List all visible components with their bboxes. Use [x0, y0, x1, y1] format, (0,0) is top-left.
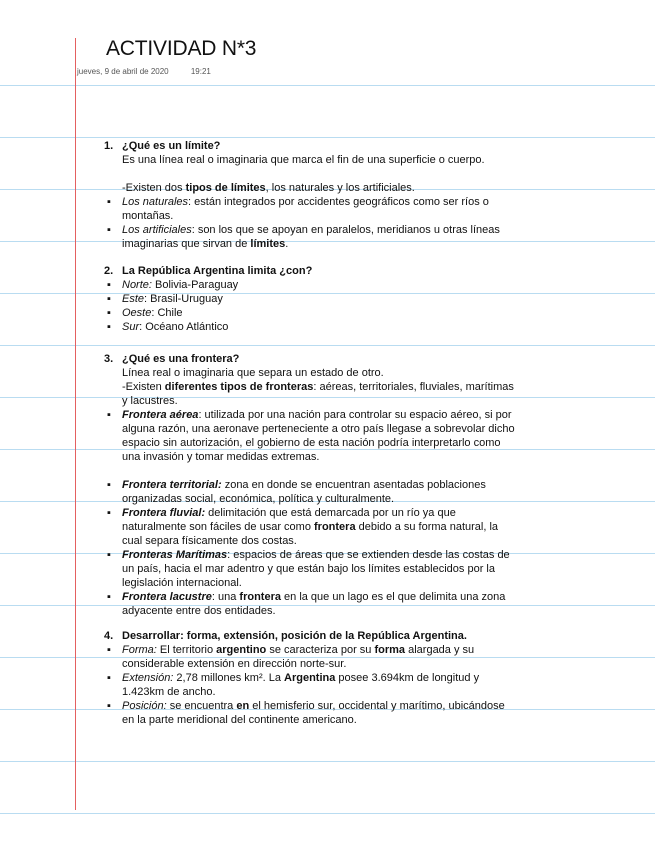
page-date: jueves, 9 de abril de 2020	[77, 67, 169, 76]
bold-text: forma	[374, 644, 406, 656]
question-title: Desarrollar: forma, extensión, posición de la República Argentina.	[122, 630, 467, 642]
bold-italic-label: Frontera fluvial:	[122, 507, 206, 519]
text: 2,78 millones km². La	[173, 672, 285, 684]
question-number: 4.	[104, 630, 114, 642]
bullet-icon: ▪	[107, 644, 111, 656]
page-meta	[77, 67, 211, 76]
list-item-text	[122, 671, 517, 699]
list-item-text	[122, 292, 517, 306]
text: .	[285, 238, 289, 250]
text: alargada y su considerable extensión en dirección norte-sur.	[122, 644, 475, 670]
page-title: ACTIVIDAD N*3	[106, 37, 257, 60]
list-item-text	[122, 408, 517, 464]
bold-text: frontera	[239, 591, 281, 603]
text: : Chile	[151, 307, 183, 319]
text: Bolivia-Paraguay	[151, 279, 239, 291]
page-time: 19:21	[190, 67, 211, 76]
bullet-icon: ▪	[107, 279, 111, 291]
bold-text: argentino	[216, 644, 267, 656]
list-item-text	[122, 699, 517, 727]
ruled-line	[0, 85, 655, 86]
paragraph	[122, 380, 517, 408]
italic-label: Este	[122, 293, 145, 305]
italic-label: Forma:	[122, 644, 157, 656]
text: el hemisferio sur, occidental y marítimo, ubicándose en la parte meridional del continente americano.	[122, 700, 505, 726]
list-item-text	[122, 223, 517, 251]
list-item-text	[122, 590, 517, 618]
paragraph: Es una línea real o imaginaria que marca el fin de una superficie o cuerpo.	[122, 154, 485, 166]
bullet-icon: ▪	[107, 224, 111, 236]
list-item-text	[122, 506, 517, 548]
list-item-text	[122, 643, 517, 671]
bold-italic-label: Frontera territorial:	[122, 479, 222, 491]
text: : una	[211, 591, 240, 603]
text: en la que un lago es el que delimita una zona adyacente entre dos entidades.	[122, 591, 506, 617]
text: -Existen dos	[122, 182, 186, 194]
list-item-text	[122, 278, 517, 292]
question-title: ¿Qué es una frontera?	[122, 353, 240, 365]
question-number: 2.	[104, 265, 114, 277]
text: : son los que se apoyan en paralelos, meridianos u otras líneas imaginarias que sirvan de	[122, 224, 500, 250]
ruled-line	[0, 813, 655, 814]
italic-label: Extensión:	[122, 672, 174, 684]
margin-line	[75, 38, 76, 810]
bold-italic-label: Frontera lacustre	[122, 591, 212, 603]
text: : espacios de áreas que se extienden desde las costas de un país, hacia el mar adentro y que están bajo los límites establecidos por la legislación internacional.	[122, 549, 510, 589]
bold-text: en	[236, 700, 250, 712]
list-item-text	[122, 548, 517, 590]
bullet-icon: ▪	[107, 672, 111, 684]
bold-text: límites	[250, 238, 286, 250]
text: -Existen	[122, 381, 165, 393]
question-number: 1.	[104, 140, 114, 152]
text: zona en donde se encuentran asentadas poblaciones organizadas social, económica, política y culturalmente.	[122, 479, 486, 505]
bullet-icon: ▪	[107, 409, 111, 421]
italic-label: Posición:	[122, 700, 167, 712]
list-item-text	[122, 195, 517, 223]
list-item-text	[122, 320, 517, 334]
bold-italic-label: Fronteras Marítimas	[122, 549, 228, 561]
italic-label: Los artificiales	[122, 224, 192, 236]
text: : están integrados por accidentes geográficos como ser ríos o montañas.	[122, 196, 489, 222]
text: , los naturales y los artificiales.	[265, 182, 415, 194]
bold-text: diferentes tipos de fronteras	[164, 381, 314, 393]
list-item-text	[122, 306, 517, 320]
text: posee 3.694km de longitud y 1.423km de ancho.	[122, 672, 480, 698]
bullet-icon: ▪	[107, 307, 111, 319]
ruled-line	[0, 345, 655, 346]
text: delimitación que está demarcada por un río ya que naturalmente son fáciles de usar como	[122, 507, 456, 533]
list-item-text	[122, 478, 517, 506]
paragraph: Línea real o imaginaria que separa un estado de otro.	[122, 367, 384, 379]
question-title: ¿Qué es un límite?	[122, 140, 221, 152]
paragraph	[122, 181, 517, 195]
bullet-icon: ▪	[107, 700, 111, 712]
bullet-icon: ▪	[107, 549, 111, 561]
bold-text: frontera	[314, 521, 356, 533]
italic-label: Sur	[122, 321, 140, 333]
text: : Océano Atlántico	[139, 321, 229, 333]
text: : utilizada por una nación para controlar su espacio aéreo, si por alguna razón, una aeronave perteneciente a otro país llegase a sobrevolar dicho espacio sin autorización, el gobierno de esta nación podría interpretarlo como una invasión y tomar medidas extremas.	[122, 409, 515, 463]
text: se caracteriza por su	[266, 644, 375, 656]
italic-label: Oeste	[122, 307, 152, 319]
text: : Brasil-Uruguay	[144, 293, 223, 305]
bullet-icon: ▪	[107, 507, 111, 519]
text: debido a su forma natural, la cual separa físicamente dos costas.	[122, 521, 499, 547]
text: El territorio	[156, 644, 217, 656]
bold-text: tipos de límites	[185, 182, 266, 194]
question-title: La República Argentina limita ¿con?	[122, 265, 313, 277]
bullet-icon: ▪	[107, 321, 111, 333]
question-number: 3.	[104, 353, 114, 365]
ruled-line	[0, 137, 655, 138]
bullet-icon: ▪	[107, 591, 111, 603]
bold-text: Argentina	[284, 672, 336, 684]
ruled-line	[0, 761, 655, 762]
italic-label: Norte:	[122, 279, 152, 291]
bullet-icon: ▪	[107, 479, 111, 491]
text: : aéreas, territoriales, fluviales, marítimas y lacustres.	[122, 381, 514, 407]
bullet-icon: ▪	[107, 196, 111, 208]
bullet-icon: ▪	[107, 293, 111, 305]
bold-italic-label: Frontera aérea	[122, 409, 199, 421]
italic-label: Los naturales	[122, 196, 189, 208]
text: se encuentra	[166, 700, 237, 712]
